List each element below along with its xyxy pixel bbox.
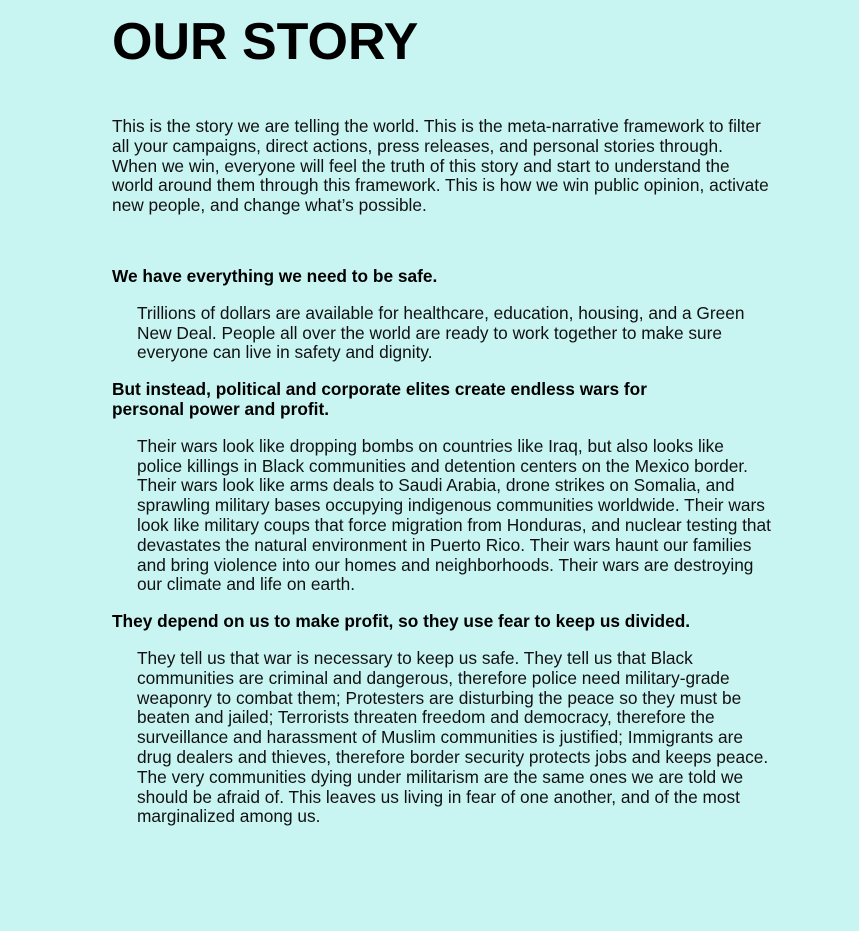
section-body: Trillions of dollars are available for healthcare, education, housing, and a Green New Deal. People all over the world are ready to work together to make sure everyone can live in safety and dignity. bbox=[137, 302, 745, 363]
section-body: Their wars look like dropping bombs on countries like Iraq, but also looks like police killings in Black communities and detention centers on the Mexico border. Their wars look like arms deals to Saudi Arabia, drone strikes on Somalia, and sprawling military bases occupying indigenous communities worldwide. Their wars look like military coups that force migration from Honduras, and nuclear testing that devastates the natural environment in Puerto Rico. Their wars haunt our families and bring violence into our homes and neighborhoods. Their wars are destroying our climate and life on earth. bbox=[137, 435, 771, 595]
section-body: They tell us that war is necessary to keep us safe. They tell us that Black communities are criminal and dangerous, therefore police need military-grade weaponry to combat them; Protesters are disturbing the peace so they must be beaten and jailed; Terrorists threaten freedom and democracy, therefore the surveillance and harassment of Muslim communities is justified; Immigrants are drug dealers and thieves, therefore border security protects jobs and keeps peace. The very communities dying under militarism are the same ones we are told we should be afraid of. This leaves us living in fear of one another, and of the most marginalized among us. bbox=[137, 647, 769, 827]
section-heading: But instead, political and corporate elites create endless wars for personal power and profit. bbox=[112, 379, 647, 419]
page-title: OUR STORY bbox=[112, 13, 419, 71]
story-section-2 bbox=[112, 380, 772, 595]
story-section-1 bbox=[112, 267, 772, 363]
section-heading: We have everything we need to be safe. bbox=[112, 265, 438, 286]
section-heading: They depend on us to make profit, so they use fear to keep us divided. bbox=[112, 611, 691, 632]
story-section-3 bbox=[112, 612, 772, 827]
story-page bbox=[112, 0, 772, 827]
intro-paragraph: This is the story we are telling the world. This is the meta-narrative framework to filter all your campaigns, direct actions, press releases, and personal stories through. When we win, everyone will feel the truth of this story and start to understand the world around them through this framework. This is how we win public opinion, activate new people, and change what’s possible. bbox=[112, 116, 769, 216]
